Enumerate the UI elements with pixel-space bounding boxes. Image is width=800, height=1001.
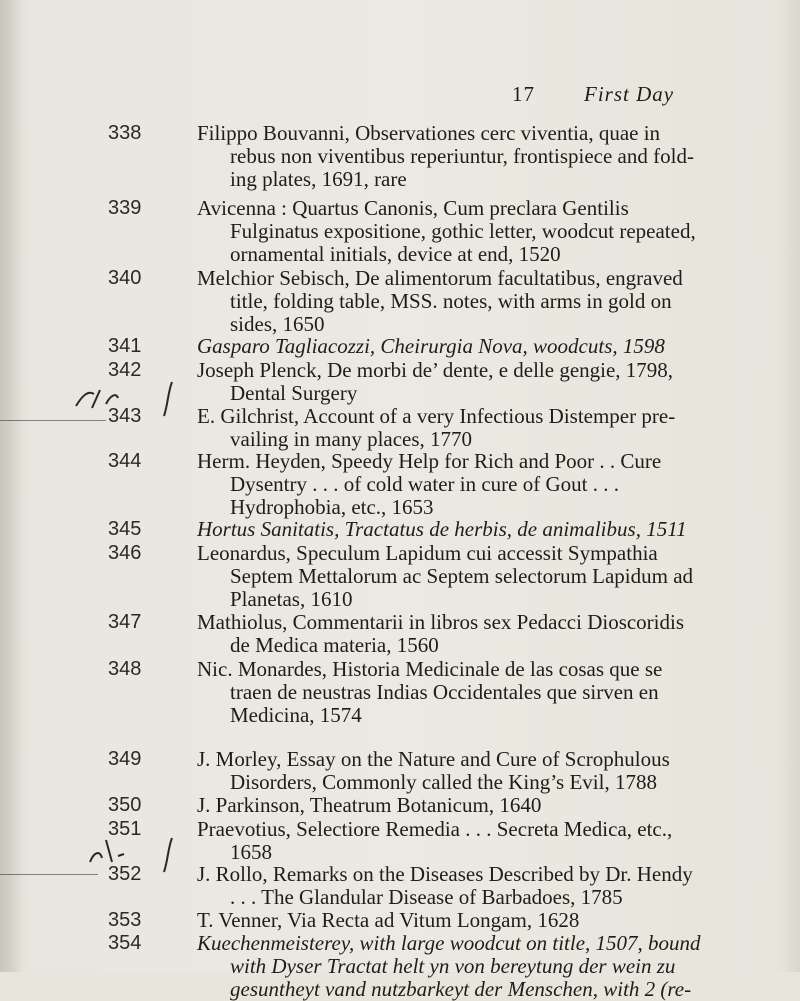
entry-line: with Dyser Tractat helt yn von bereytung der wein zu: [230, 954, 676, 978]
entry-line: Filippo Bouvanni, Observationes cerc viventia, quae in: [197, 121, 661, 145]
entry-line: Hortus Sanitatis, Tractatus de herbis, de animalibus, 1511: [197, 517, 687, 541]
entry-line: Nic. Monardes, Historia Medicinale de las cosas que se: [197, 657, 663, 681]
entry-line: Praevotius, Selectiore Remedia . . . Secreta Medica, etc.,: [197, 817, 673, 841]
entry-line: T. Venner, Via Recta ad Vitum Longam, 1628: [197, 908, 580, 932]
entry-line: Septem Mettalorum ac Septem selectorum Lapidum ad: [230, 564, 694, 588]
page-gutter-shadow: [0, 0, 22, 972]
lot-number: 342: [108, 359, 142, 381]
entry-line: sides, 1650: [230, 312, 325, 336]
lot-number: 353: [108, 909, 142, 931]
lot-number: 341: [108, 335, 142, 357]
entry-line: title, folding table, MSS. notes, with arms in gold on: [230, 289, 672, 313]
entry-line: ing plates, 1691, rare: [230, 167, 407, 191]
entry-line: E. Gilchrist, Account of a very Infectious Distemper pre-: [197, 404, 676, 428]
entry-line: Disorders, Commonly called the King’s Evil, 1788: [230, 770, 657, 794]
entry-line: Joseph Plenck, De morbi de’ dente, e delle gengie, 1798,: [197, 358, 674, 382]
entry-line: Gasparo Tagliacozzi, Cheirurgia Nova, woodcuts, 1598: [197, 334, 665, 358]
lot-number: 345: [108, 518, 142, 540]
entry-line: Planetas, 1610: [230, 587, 353, 611]
lot-number: 338: [108, 122, 142, 144]
entry-line: Hydrophobia, etc., 1653: [230, 495, 434, 519]
entry-line: Mathiolus, Commentarii in libros sex Pedacci Dioscoridis: [197, 610, 685, 634]
underline-352: [0, 874, 98, 875]
handwritten-mark-352: [72, 832, 182, 874]
entry-line: Dysentry . . . of cold water in cure of Gout . . .: [230, 472, 619, 496]
lot-number: 343: [108, 405, 142, 427]
lot-number: 350: [108, 794, 142, 816]
lot-number: 344: [108, 450, 142, 472]
entry-line: J. Morley, Essay on the Nature and Cure of Scrophulous: [197, 747, 670, 771]
entry-line: traen de neustras Indias Occidentales que sirven en: [230, 680, 659, 704]
handwritten-mark-343: [72, 378, 182, 420]
lot-number: 351: [108, 818, 142, 840]
lot-number: 346: [108, 542, 142, 564]
underline-343: [0, 420, 106, 421]
entry-line: Fulginatus expositione, gothic letter, woodcut repeated,: [230, 219, 696, 243]
entry-line: ornamental initials, device at end, 1520: [230, 242, 561, 266]
page-number: 17: [512, 82, 535, 106]
entry-line: Avicenna : Quartus Canonis, Cum preclara Gentilis: [197, 196, 629, 220]
lot-number: 348: [108, 658, 142, 680]
entry-line: J. Parkinson, Theatrum Botanicum, 1640: [197, 793, 542, 817]
lot-number: 354: [108, 932, 142, 954]
entry-line: rebus non viventibus reperiuntur, frontispiece and fold-: [230, 144, 694, 168]
lot-number: 347: [108, 611, 142, 633]
entry-line: vailing in many places, 1770: [230, 427, 473, 451]
entry-line: . . . The Glandular Disease of Barbadoes, 1785: [230, 885, 623, 909]
lot-number: 352: [108, 863, 142, 885]
entry-line: Leonardus, Speculum Lapidum cui accessit Sympathia: [197, 541, 658, 565]
entry-line: Herm. Heyden, Speedy Help for Rich and Poor . . Cure: [197, 449, 662, 473]
entry-line: Melchior Sebisch, De alimentorum facultatibus, engraved: [197, 266, 683, 290]
lot-number: 340: [108, 267, 142, 289]
entry-line: 1658: [230, 840, 272, 864]
running-title: First Day: [584, 82, 675, 106]
entry-line: de Medica materia, 1560: [230, 633, 439, 657]
lot-number: 339: [108, 197, 142, 219]
entry-line: Kuechenmeisterey, with large woodcut on title, 1507, bound: [197, 931, 701, 955]
entry-line: Medicina, 1574: [230, 703, 362, 727]
entry-line: J. Rollo, Remarks on the Diseases Described by Dr. Hendy: [197, 862, 693, 886]
entry-line: Dental Surgery: [230, 381, 358, 405]
lot-number: 349: [108, 748, 142, 770]
entry-line: gesuntheyt vand nutzbarkeyt der Menschen, with 2 (re-: [230, 977, 692, 1001]
